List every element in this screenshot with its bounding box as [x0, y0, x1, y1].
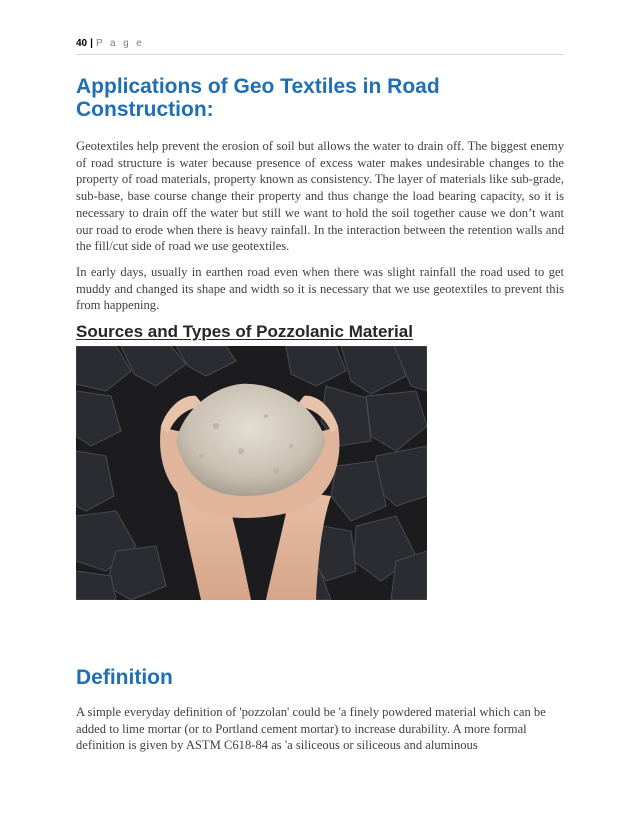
- page-number: 40: [76, 38, 88, 49]
- page-header: [76, 38, 564, 55]
- paragraph-definition: A simple everyday definition of 'pozzolan' could be 'a finely powdered material which can be added to lime mortar (or to Portland cement mortar) to increase durability. A more formal definition is given by ASTM C618-84 as 'a siliceous or siliceous and aluminous: [76, 705, 546, 753]
- header-separator: |: [90, 38, 93, 49]
- section-title-definition: Definition: [76, 666, 173, 689]
- pozzolan-photo: [76, 346, 427, 600]
- section-title-geotextiles: Applications of Geo Textiles in Road Construction:: [76, 75, 440, 121]
- page-label: P a g e: [95, 38, 145, 49]
- section-title-pozzolanic: Sources and Types of Pozzolanic Material: [76, 322, 413, 341]
- paragraph-geotextiles-2: In early days, usually in earthen road even when there was slight rainfall the road used to get muddy and changed its shape and width so it is necessary that we use geotextiles to prevent this from happening.: [76, 265, 564, 313]
- paragraph-geotextiles-1: Geotextiles help prevent the erosion of soil but allows the water to drain off. The biggest enemy of road structure is water because presence of excess water makes undesirable changes to the property of road materials, property known as consistency. The layer of materials like sub-grade, sub-base, base course change their property and thus change the load bearing capacity, so it is necessary to drain off the water but still we want to hold the soil together cause we don’t want our road to erode when there is heavy rainfall. In the interaction between the retention walls and the fill/cut side of road we use geotextiles.: [76, 139, 564, 254]
- hands-holding-powder-image: [76, 346, 427, 600]
